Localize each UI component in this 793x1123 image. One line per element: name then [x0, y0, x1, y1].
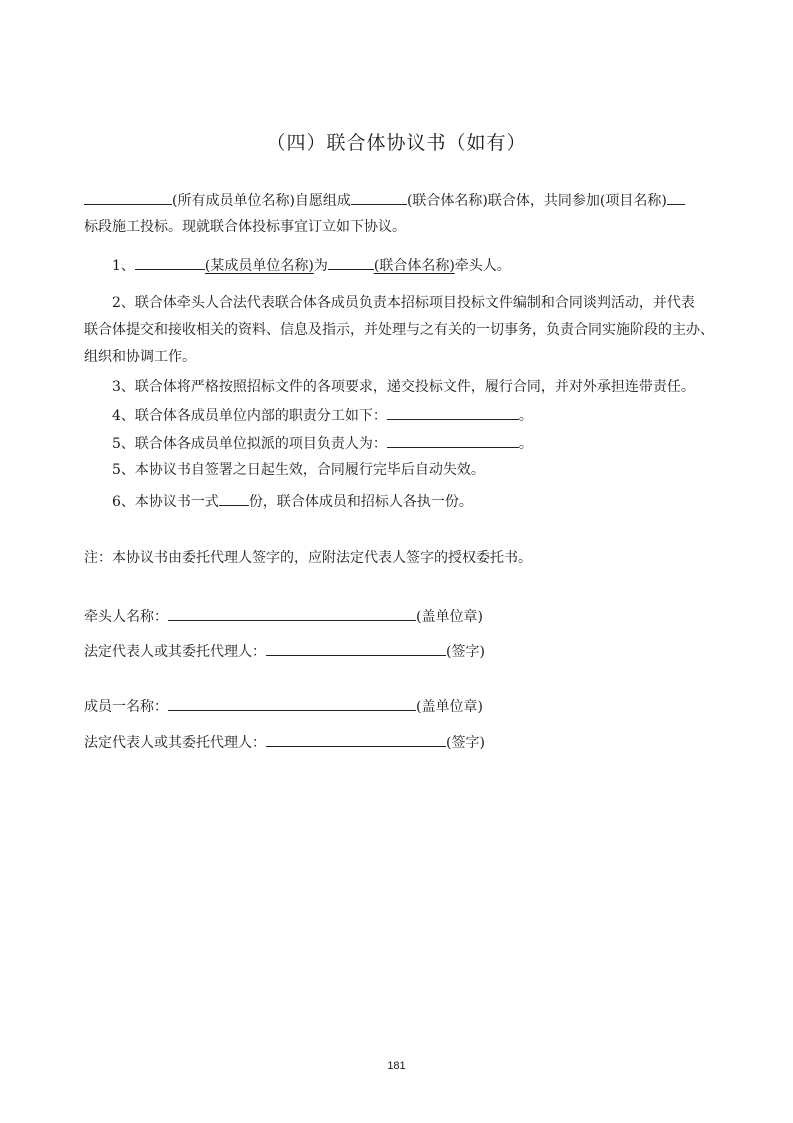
page-number: 181	[387, 1060, 406, 1072]
lead-consortium-blank[interactable]	[328, 254, 374, 270]
clause-6: 5、本协议书自签署之日起生效，合同履行完毕后自动失效。	[112, 462, 485, 478]
lead-name-field[interactable]	[168, 605, 416, 621]
copies-count-blank[interactable]	[219, 490, 249, 506]
project-name-blank[interactable]	[667, 189, 685, 205]
clause-4: 4、联合体各成员单位内部的职责分工如下： 。	[112, 404, 533, 426]
division-of-duties-blank[interactable]	[387, 404, 519, 420]
clause-5: 5、联合体各成员单位拟派的项目负责人为： 。	[112, 432, 533, 454]
clause-2-line-3: 组织和协调工作。	[84, 349, 196, 365]
clause-2-line-1: 2、联合体牵头人合法代表联合体各成员负责本招标项目投标文件编制和合同谈判活动，并代表	[112, 295, 695, 311]
member1-signature-row: 成员一名称： (盖单位章)	[84, 695, 483, 717]
clause-1: 1、 (某成员单位名称)为 (联合体名称)牵头人。	[112, 254, 511, 276]
intro-line-2: 标段施工投标。现就联合体投标事宜订立如下协议。	[84, 219, 406, 235]
clause-7: 6、本协议书一式 份，联合体成员和招标人各执一份。	[112, 490, 473, 512]
lead-legal-rep-row: 法定代表人或其委托代理人： (签字)	[84, 640, 485, 662]
member1-legal-rep-row: 法定代表人或其委托代理人： (签字)	[84, 731, 485, 753]
clause-3: 3、联合体将严格按照招标文件的各项要求，递交投标文件，履行合同，并对外承担连带责任。	[112, 379, 695, 395]
consortium-name-blank[interactable]	[351, 189, 407, 205]
lead-signature-row: 牵头人名称： (盖单位章)	[84, 605, 483, 627]
lead-legal-rep-signature-field[interactable]	[266, 640, 446, 656]
member1-legal-rep-signature-field[interactable]	[266, 731, 446, 747]
page-title: （四）联合体协议书（如有）	[266, 132, 527, 154]
all-members-blank[interactable]	[84, 189, 172, 205]
project-leader-blank[interactable]	[387, 432, 519, 448]
intro-line-1: (所有成员单位名称)自愿组成 (联合体名称)联合体，共同参加(项目名称)	[84, 189, 685, 211]
lead-member-blank[interactable]	[135, 254, 205, 270]
member1-name-field[interactable]	[168, 695, 416, 711]
note: 注：本协议书由委托代理人签字的，应附法定代表人签字的授权委托书。	[84, 550, 532, 566]
clause-2-line-2: 联合体提交和接收相关的资料、信息及指示，并处理与之有关的一切事务，负责合同实施阶段的主办、	[84, 322, 714, 338]
